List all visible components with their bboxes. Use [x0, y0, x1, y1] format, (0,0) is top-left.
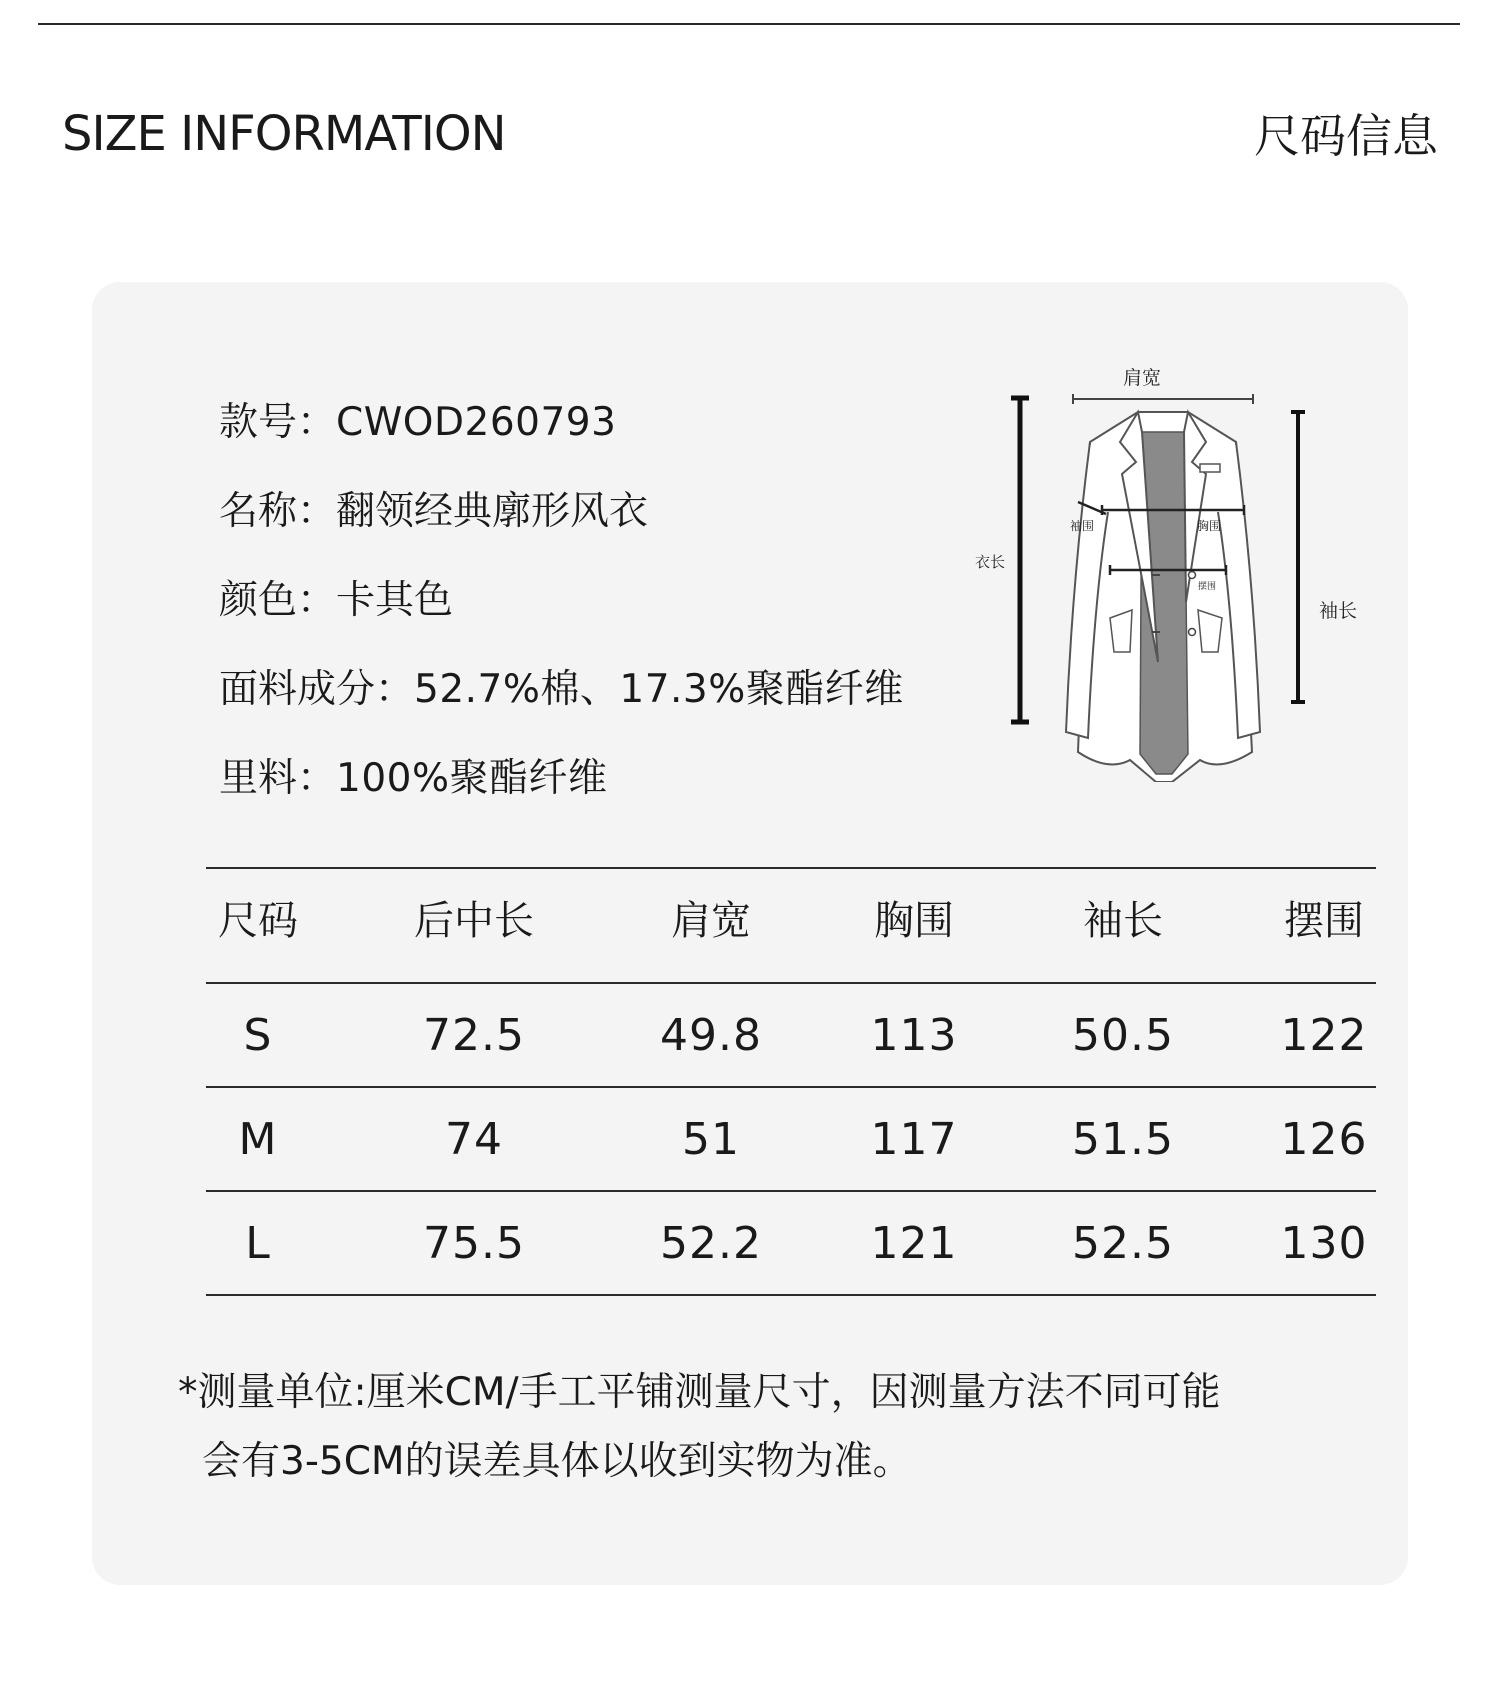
right-pocket	[1198, 610, 1222, 652]
fabric-label: 面料成分：	[219, 667, 415, 712]
cell-sleeve: 52.5	[1072, 1218, 1174, 1269]
lining-value: 100%聚酯纤维	[336, 756, 608, 801]
cell-size: L	[245, 1218, 271, 1269]
measurement-note	[178, 1358, 1378, 1496]
header-sleeve: 袖长	[1083, 898, 1163, 944]
style-number-label: 款号：	[219, 400, 337, 445]
lining-label: 里料：	[219, 756, 337, 801]
color-line	[219, 576, 453, 626]
diagram-label-sleeve-width: 袖围	[1070, 519, 1095, 533]
cell-hem: 122	[1280, 1010, 1368, 1061]
note-line-2: 会有3-5CM的误差具体以收到实物为准。	[202, 1439, 912, 1484]
color-value: 卡其色	[336, 578, 454, 623]
color-label: 颜色：	[219, 578, 337, 623]
cell-chest: 113	[870, 1010, 958, 1061]
diagram-label-sleeve: 袖长	[1318, 600, 1358, 622]
cell-back-length: 72.5	[423, 1010, 525, 1061]
left-pocket	[1110, 610, 1132, 652]
cell-hem: 126	[1280, 1114, 1368, 1165]
garment-measurement-diagram	[960, 362, 1360, 782]
cell-shoulder: 49.8	[660, 1010, 762, 1061]
table-row	[206, 1192, 1376, 1296]
header-hem: 摆围	[1284, 898, 1364, 944]
cell-hem: 130	[1280, 1218, 1368, 1269]
cell-sleeve: 50.5	[1072, 1010, 1174, 1061]
table-row	[206, 1088, 1376, 1192]
note-line-1: *测量单位:厘米CM/手工平铺测量尺寸，因测量方法不同可能	[178, 1370, 1221, 1415]
table-rule	[206, 1294, 1376, 1296]
cell-back-length: 75.5	[423, 1218, 525, 1269]
top-divider	[38, 23, 1460, 25]
header-chest: 胸围	[874, 898, 954, 944]
cell-shoulder: 51	[682, 1114, 740, 1165]
cell-sleeve: 51.5	[1072, 1114, 1174, 1165]
cell-chest: 117	[870, 1114, 958, 1165]
diagram-label-chest: 胸围	[1197, 519, 1222, 533]
header-shoulder: 肩宽	[671, 898, 751, 944]
cell-back-length: 74	[445, 1114, 503, 1165]
table-header-row	[206, 869, 1376, 973]
fabric-value: 52.7%棉、17.3%聚酯纤维	[414, 667, 904, 712]
header-size: 尺码	[218, 898, 298, 944]
product-name-line	[219, 487, 648, 537]
cell-chest: 121	[870, 1218, 958, 1269]
table-row	[206, 984, 1376, 1088]
style-number-value: CWOD260793	[336, 400, 617, 445]
diagram-label-hem: 摆围	[1198, 582, 1217, 592]
page-title-cn: 尺码信息	[1254, 109, 1438, 163]
cell-shoulder: 52.2	[660, 1218, 762, 1269]
cell-size: S	[243, 1010, 273, 1061]
fabric-line	[219, 665, 904, 715]
product-name-label: 名称：	[219, 489, 337, 534]
header-back-length: 后中长	[414, 898, 534, 944]
product-name-value: 翻领经典廓形风衣	[336, 489, 649, 534]
page-title-en: SIZE INFORMATION	[62, 106, 506, 162]
cell-size: M	[238, 1114, 278, 1165]
diagram-label-shoulder: 肩宽	[1122, 367, 1162, 389]
diagram-label-length: 衣长	[974, 553, 1006, 571]
lining-line	[219, 754, 608, 804]
style-number-line	[219, 398, 616, 448]
